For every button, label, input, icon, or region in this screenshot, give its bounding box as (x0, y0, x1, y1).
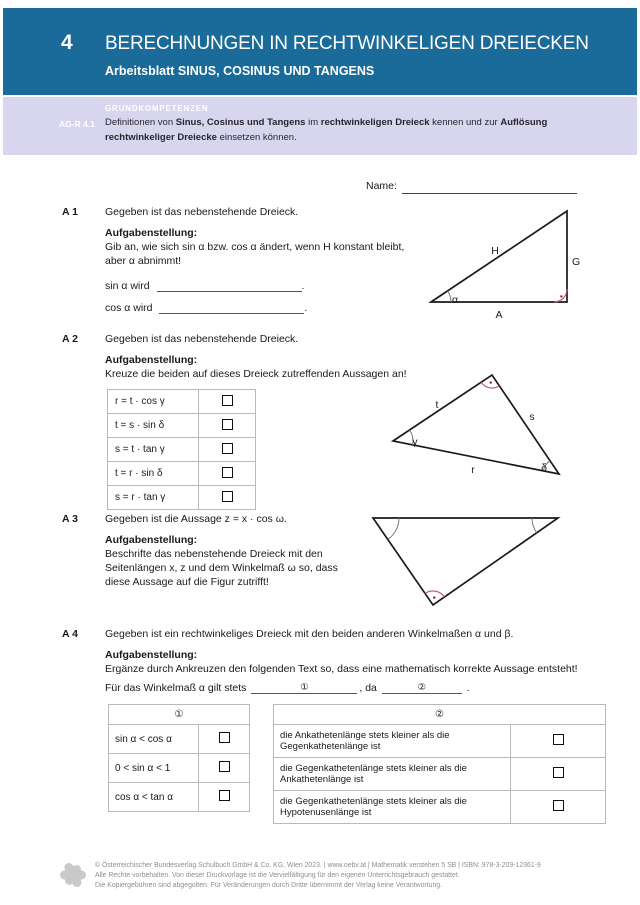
period: . (304, 302, 308, 314)
right-angle-dot (560, 295, 562, 297)
right-angle-dot (490, 381, 492, 383)
checkbox-cell (199, 390, 256, 414)
task-a3-body-line1: Beschrifte das nebenstehende Dreieck mit den (105, 548, 323, 560)
kompetenz-seg: kennen und zur (429, 117, 501, 128)
kompetenz-seg: einsetzen können. (216, 131, 297, 143)
right-angle-arc (554, 289, 567, 302)
footer-line-2: Alle Rechte vorbehalten. Von dieser Druckvorlage ist die Vervielfältigung für den eigenen Unterrichtsgebrauch gestattet. (95, 872, 460, 879)
checkbox[interactable] (553, 767, 564, 778)
table-row (109, 783, 250, 812)
checkbox[interactable] (219, 732, 230, 743)
table-row (274, 725, 606, 758)
a2-statements-table (107, 389, 256, 510)
angle-label-gamma: γ (412, 436, 418, 448)
checkbox-cell (199, 754, 250, 783)
sentence-end: . (466, 682, 470, 694)
statement-cell: die Gegenkathetenlänge stets kleiner als die Ankathetenlänge ist (274, 758, 511, 791)
kompetenz-seg: Definitionen von (105, 117, 176, 128)
side-label-a: A (495, 309, 503, 321)
checkbox[interactable] (219, 761, 230, 772)
kompetenz-seg: rechtwinkeligen Dreieck (320, 117, 430, 128)
task-a3-heading: Aufgabenstellung: (105, 534, 198, 546)
kompetenz-band (3, 97, 637, 155)
table-2-header: ② (274, 705, 606, 725)
page-title: BERECHNUNGEN IN RECHTWINKELIGEN DREIECKEN (105, 33, 589, 54)
task-a2-body: Kreuze die beiden auf dieses Dreieck zutreffenden Aussagen an! (105, 368, 407, 380)
checkbox[interactable] (222, 467, 233, 478)
task-a1-body-line2: aber α abnimmt! (105, 255, 182, 267)
name-label: Name: (366, 180, 397, 192)
publisher-logo-icon (56, 858, 90, 892)
triangle-a2 (388, 368, 568, 480)
a4-table-1 (108, 704, 250, 812)
triangle-outline (431, 211, 567, 302)
kompetenz-seg: Auflösung rechtwinkeliger Dreiecke (105, 117, 548, 143)
task-a3-body-line3: diese Aussage auf die Figur zutrifft! (105, 576, 269, 588)
task-a2-id: A 2 (62, 333, 78, 345)
triangle-a1 (425, 198, 585, 323)
sin-blank-line[interactable] (157, 279, 302, 292)
statement-cell: t = s · sin δ (108, 414, 199, 438)
checkbox-cell (511, 791, 606, 824)
task-a3-id: A 3 (62, 513, 78, 525)
header-band (3, 8, 637, 95)
checkbox[interactable] (553, 734, 564, 745)
table-row (109, 725, 250, 754)
checkbox-cell (511, 725, 606, 758)
statement-cell: 0 < sin α < 1 (109, 754, 199, 783)
side-label-g: G (572, 256, 581, 268)
sin-blank-label: sin α wird (105, 280, 150, 292)
sentence-mid: , da (359, 682, 377, 694)
angle-label-delta: δ (541, 462, 547, 474)
task-a4-id: A 4 (62, 628, 78, 640)
table-row (108, 414, 256, 438)
table-row (108, 462, 256, 486)
task-a4-heading: Aufgabenstellung: (105, 649, 198, 661)
checkbox-cell (199, 414, 256, 438)
angle-label-alpha: α (451, 294, 459, 306)
task-a1-body-line1: Gib an, wie sich sin α bzw. cos α ändert, wenn H konstant bleibt, (105, 241, 405, 253)
task-a4-body: Ergänze durch Ankreuzen den folgenden Text so, dass eine mathematisch korrekte Aussage entsteht! (105, 663, 578, 675)
statement-cell: die Gegenkathetenlänge stets kleiner als die Hypotenusenlänge ist (274, 791, 511, 824)
checkbox-cell (199, 783, 250, 812)
footer-line-1: © Österreichischer Bundesverlag Schulbuch GmbH & Co. KG, Wien 2023. | www.oebv.at | Mathematik verstehen 5 SB | ISBN: 978-3-209-12361-9 (95, 862, 541, 869)
right-angle-corner-arc (532, 518, 537, 533)
blank-line-2[interactable] (382, 681, 462, 694)
sentence-prefix: Für das Winkelmaß α gilt stets (105, 682, 247, 694)
statement-cell: s = t · tan γ (108, 438, 199, 462)
task-a2-heading: Aufgabenstellung: (105, 354, 198, 366)
checkbox[interactable] (222, 443, 233, 454)
checkbox[interactable] (222, 395, 233, 406)
table-row (108, 390, 256, 414)
table-row (108, 438, 256, 462)
table-row (274, 791, 606, 824)
task-a1-intro: Gegeben ist das nebenstehende Dreieck. (105, 206, 299, 218)
period: . (301, 280, 305, 292)
page-subtitle: Arbeitsblatt SINUS, COSINUS UND TANGENS (105, 64, 375, 78)
triangle-outline (393, 375, 559, 474)
kompetenz-code: AG-R 4.1 (59, 119, 95, 129)
kompetenz-seg: im (305, 117, 321, 128)
checkbox[interactable] (222, 491, 233, 502)
table-row (109, 754, 250, 783)
a4-table-2 (273, 704, 606, 824)
checkbox[interactable] (222, 419, 233, 430)
alpha-angle-arc (448, 291, 451, 302)
statement-cell: sin α < cos α (109, 725, 199, 754)
triangle-outline (373, 518, 558, 605)
task-a1-answer-row-sin (105, 279, 304, 292)
task-a1-heading: Aufgabenstellung: (105, 227, 198, 239)
table-header-row (274, 705, 606, 725)
blank-line-1[interactable] (251, 681, 357, 694)
cos-blank-label: cos α wird (105, 302, 153, 314)
kompetenz-seg: Sinus, Cosinus und Tangens (175, 117, 306, 128)
checkbox[interactable] (219, 790, 230, 801)
left-angle-arc (388, 518, 399, 539)
kompetenz-label: GRUNDKOMPETENZEN (105, 104, 209, 113)
task-a3-body-line2: Seitenlängen x, z und dem Winkelmaß ω so, dass (105, 562, 338, 574)
side-label-h: H (491, 245, 499, 257)
circled-2: ② (417, 682, 427, 693)
table-1-header: ① (109, 705, 250, 725)
checkbox-cell (199, 462, 256, 486)
checkbox-cell (199, 486, 256, 510)
circled-1: ① (300, 682, 309, 693)
task-a4-fill-sentence (105, 681, 470, 694)
kompetenz-text (105, 116, 589, 145)
task-a2-intro: Gegeben ist das nebenstehende Dreieck. (105, 333, 299, 345)
side-label-r: r (471, 464, 475, 476)
side-label-t: t (435, 399, 439, 411)
footer-line-3: Die Kopiergebühren sind abgegolten. Für Veränderungen durch Dritte übernimmt der Verlag keine Verantwortung. (95, 882, 443, 889)
statement-cell: s = r · tan γ (108, 486, 199, 510)
statement-cell: die Ankathetenlänge stets kleiner als die Gegenkathetenlänge ist (274, 725, 511, 758)
triangle-a3 (368, 510, 568, 610)
task-a1-answer-row-cos (105, 301, 307, 314)
name-blank-line[interactable] (402, 181, 577, 194)
table-header-row (109, 705, 250, 725)
statement-cell: cos α < tan α (109, 783, 199, 812)
side-label-s: s (529, 411, 535, 423)
checkbox-cell (199, 438, 256, 462)
checkbox[interactable] (553, 800, 564, 811)
task-a3-intro: Gegeben ist die Aussage z = x · cos ω. (105, 513, 287, 525)
checkbox-cell (511, 758, 606, 791)
right-angle-dot (433, 596, 435, 598)
task-a4-intro: Gegeben ist ein rechtwinkeliges Dreieck mit den beiden anderen Winkelmaßen α und β. (105, 628, 514, 640)
checkbox-cell (199, 725, 250, 754)
right-angle-arc (425, 591, 445, 597)
task-a1-id: A 1 (62, 206, 78, 218)
statement-cell: r = t · cos γ (108, 390, 199, 414)
chapter-number: 4 (61, 31, 73, 54)
table-row (108, 486, 256, 510)
statement-cell: t = r · sin δ (108, 462, 199, 486)
table-row (274, 758, 606, 791)
cos-blank-line[interactable] (159, 301, 304, 314)
